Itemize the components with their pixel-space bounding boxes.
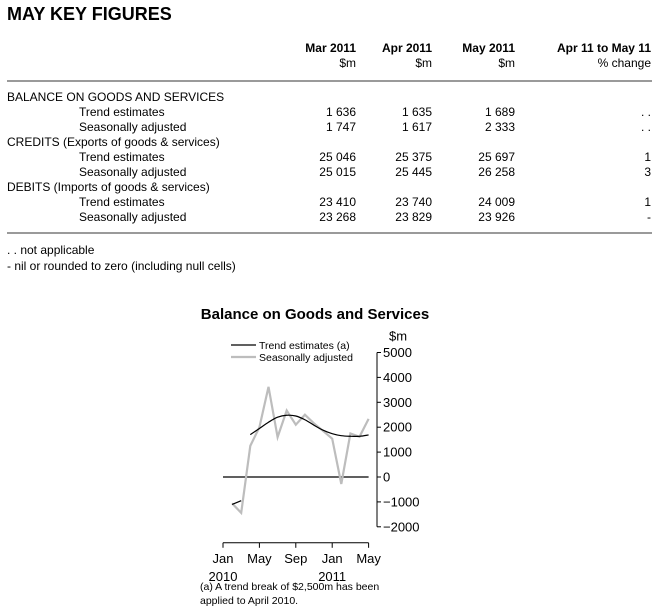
column-header-apr-2011: Apr 2011 $m	[381, 41, 432, 70]
x-tick-year-label: 2011	[318, 568, 347, 584]
x-tick-year-label: 2010	[208, 568, 238, 584]
y-tick-label: 0	[383, 469, 391, 485]
x-tick-label: May	[247, 550, 272, 566]
column-header-may-2011: May 2011 $m	[462, 41, 515, 70]
table-row: Trend estimates 1 636 1 635 1 689 . .	[79, 105, 651, 119]
section-heading: BALANCE ON GOODS AND SERVICES	[7, 90, 225, 104]
legend-label-trend: Trend estimates (a)	[259, 340, 350, 352]
y-tick-label: −2000	[383, 519, 420, 535]
note-not-applicable: . . not applicable	[7, 243, 95, 257]
column-header-mar-2011: Mar 2011 $m	[305, 41, 356, 70]
page-title: MAY KEY FIGURES	[7, 4, 172, 24]
note-nil: - nil or rounded to zero (including null cells)	[7, 259, 236, 273]
y-tick-label: 1000	[383, 444, 412, 460]
table-row: Seasonally adjusted 25 015 25 445 26 258 3	[79, 165, 651, 179]
chart-footnote-line-1: (a) A trend break of $2,500m has been	[200, 581, 380, 593]
x-tick-label: Sep	[284, 550, 308, 566]
series-line-seasonally-adjusted	[232, 387, 369, 513]
x-tick-label: May	[356, 550, 381, 566]
table-row: Trend estimates 25 046 25 375 25 697 1	[79, 150, 651, 164]
y-tick-label: 3000	[383, 394, 412, 410]
y-axis-unit-label: $m	[389, 328, 408, 344]
section-heading: DEBITS (Imports of goods & services)	[7, 180, 210, 194]
y-tick-label: −1000	[383, 494, 420, 510]
y-tick-label: 2000	[383, 419, 412, 435]
legend-label-seasonally-adjusted: Seasonally adjusted	[259, 352, 353, 364]
section-heading: CREDITS (Exports of goods & services)	[7, 135, 220, 149]
x-tick-label: Jan	[212, 550, 234, 566]
table-row: Seasonally adjusted 23 268 23 829 23 926 -	[79, 210, 651, 224]
y-tick-label: 5000	[383, 345, 412, 360]
column-header-pct-change: Apr 11 to May 11 % change	[556, 41, 651, 70]
table-row: Seasonally adjusted 1 747 1 617 2 333 . .	[79, 120, 651, 134]
chart-footnote-line-2: applied to April 2010.	[200, 595, 299, 607]
chart-title: Balance on Goods and Services	[200, 306, 430, 323]
x-tick-label: Jan	[321, 550, 343, 566]
table-row: Trend estimates 23 410 23 740 24 009 1	[79, 195, 651, 209]
series-line-trend-segment	[232, 501, 241, 505]
y-tick-label: 4000	[383, 369, 412, 385]
